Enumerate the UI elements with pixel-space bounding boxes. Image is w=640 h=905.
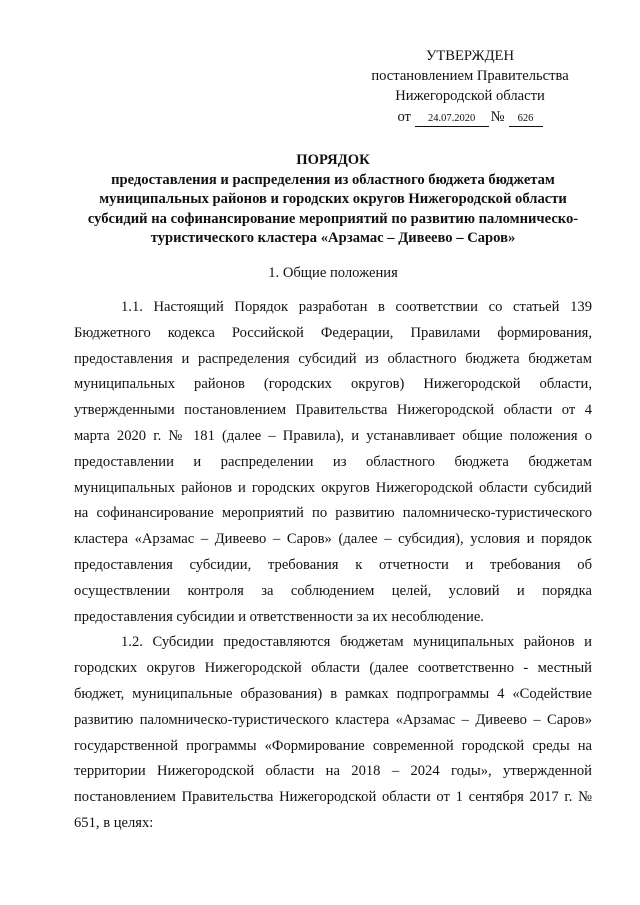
- section-heading: 1. Общие положения: [268, 265, 398, 281]
- paragraph-1-2: 1.2. Субсидии предоставляются бюджетам муниципальных районов и городских округов Нижегородской области (далее соответственно - местный бюджет, муниципальные образования) в рамках подпрограммы 4 «Содействие развитию паломническо-туристического кластера «Арзамас – Дивеево – Саров» государственной программы «Формирование современной городской среды на территории Нижегородской области на 2018 – 2024 годы», утвержденной постановлением Правительства Нижегородской области от 1 сентября 2017 г. № 651, в целях:: [74, 634, 592, 831]
- paragraph-1-1: 1.1. Настоящий Порядок разработан в соответствии со статьей 139 Бюджетного кодекса Российской Федерации, Правилами формирования, предоставления и распределения субсидий из областного бюджета бюджетам муниципальных районов (городских округов) Нижегородской области, утвержденными постановлением Правительства Нижегородской области от 4 марта 2020 г. № 181 (далее – Правила), и устанавливает общие положения о предоставлении и распределении из областного бюджета бюджетам муниципальных районов и городских округов Нижегородской области субсидий на софинансирование мероприятий по развитию паломническо-туристического кластера «Арзамас – Дивеево – Саров» (далее – субсидия), условия и порядок предоставления субсидии, требования к отчетности и требования об осуществлении контроля за соблюдением целей, условий и порядка предоставления субсидии и ответственности за их несоблюдение.: [74, 299, 592, 625]
- approval-line-resolution: постановлением Правительства: [371, 68, 569, 84]
- approval-heading: УТВЕРЖДЕН: [426, 48, 514, 64]
- approval-stamp: [352, 46, 588, 127]
- number-sign: №: [490, 109, 505, 125]
- from-label: от: [397, 109, 411, 125]
- approval-line-region: Нижегородской области: [395, 88, 545, 104]
- approval-reference: [352, 107, 588, 127]
- title-subtitle: предоставления и распределения из областного бюджета бюджетам муниципальных районов и городских округов Нижегородской области субсидий на софинансирование мероприятий по развитию паломническо-туристического кластера «Арзамас – Дивеево – Саров»: [87, 171, 579, 246]
- title-heading: ПОРЯДОК: [296, 152, 370, 168]
- document-title: [74, 151, 592, 249]
- approval-date: 24.07.2020: [415, 112, 489, 127]
- document-body: [74, 295, 592, 837]
- approval-number: 626: [509, 112, 543, 127]
